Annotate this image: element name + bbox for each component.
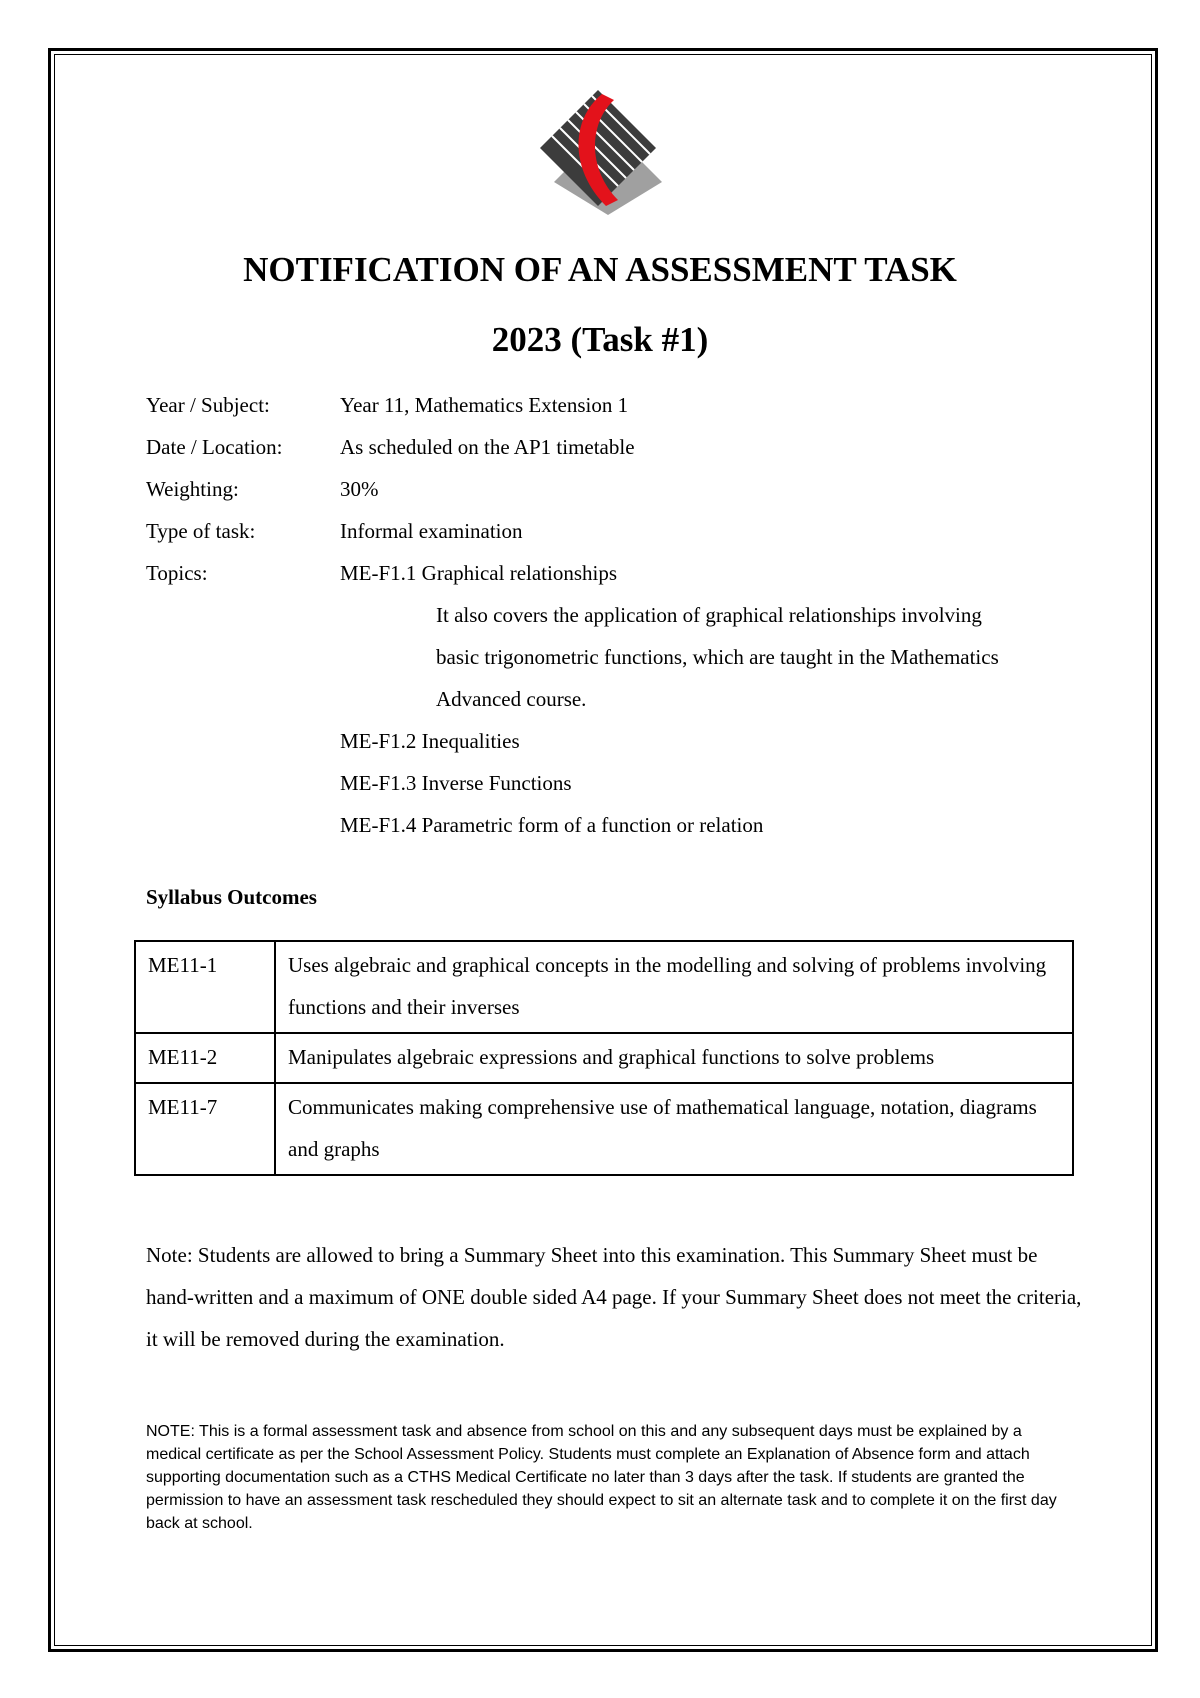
type-label: Type of task: (146, 519, 256, 543)
page-border-inner (54, 54, 1152, 1646)
type-value: Informal examination (340, 519, 523, 543)
info-row-weighting (146, 468, 1106, 510)
outcome-code: ME11-1 (135, 941, 275, 1033)
formal-assessment-note: NOTE: This is a formal assessment task and absence from school on this and any subsequent days must be explained by a medical certificate as per the School Assessment Policy. Students must complete an Explanation of Absence form and attach supporting documentation such as a CTHS Medical Certificate no later than 3 days after the task. If students are granted the permission to have an assessment task rescheduled they should expect to sit an alternate task and to complete it on the first day back at school. (146, 1423, 1057, 1532)
info-row-topic (146, 804, 1106, 846)
topic-item: ME-F1.1 Graphical relationships (340, 561, 618, 585)
info-row-type (146, 510, 1106, 552)
weighting-value: 30% (340, 477, 379, 501)
year-subject-value: Year 11, Mathematics Extension 1 (340, 393, 629, 417)
outcome-text: Manipulates algebraic expressions and graphical functions to solve problems (275, 1033, 1073, 1083)
info-row-topic (146, 762, 1106, 804)
school-logo (540, 90, 670, 215)
task-title: 2023 (Task #1) (491, 320, 709, 359)
task-info (146, 384, 1106, 846)
info-row-year-subject (146, 384, 1106, 426)
topic-item: ME-F1.4 Parametric form of a function or relation (340, 813, 764, 837)
topics-label: Topics: (146, 561, 208, 585)
outcome-text: Uses algebraic and graphical concepts in the modelling and solving of problems involving functions and their inverses (275, 941, 1073, 1033)
outcome-text: Communicates making comprehensive use of mathematical language, notation, diagrams and graphs (275, 1083, 1073, 1175)
table-row (135, 941, 1073, 1033)
table-row (135, 1083, 1073, 1175)
table-row (135, 1033, 1073, 1083)
topic-item: ME-F1.3 Inverse Functions (340, 771, 572, 795)
topic-note (436, 594, 1200, 720)
date-location-value: As scheduled on the AP1 timetable (340, 435, 635, 459)
topic-note-line: It also covers the application of graphical relationships involving (436, 603, 982, 627)
topic-note-line: Advanced course. (436, 687, 587, 711)
date-location-label: Date / Location: (146, 435, 283, 459)
topic-note-line: basic trigonometric functions, which are taught in the Mathematics (436, 645, 999, 669)
info-row-date-location (146, 426, 1106, 468)
info-row-topics (146, 552, 1106, 594)
outcomes-table (134, 940, 1074, 1176)
topic-item: ME-F1.2 Inequalities (340, 729, 520, 753)
syllabus-heading: Syllabus Outcomes (146, 885, 317, 909)
outcome-code: ME11-2 (135, 1033, 275, 1083)
weighting-label: Weighting: (146, 477, 239, 501)
outcome-code: ME11-7 (135, 1083, 275, 1175)
info-row-topic (146, 720, 1106, 762)
page-title: NOTIFICATION OF AN ASSESSMENT TASK (243, 250, 957, 289)
year-subject-label: Year / Subject: (146, 393, 270, 417)
summary-sheet-note: Note: Students are allowed to bring a Summary Sheet into this examination. This Summary Sheet must be hand-written and a maximum of ONE double sided A4 page. If your Summary Sheet does not meet the criteria, it will be removed during the examination. (146, 1243, 1082, 1351)
